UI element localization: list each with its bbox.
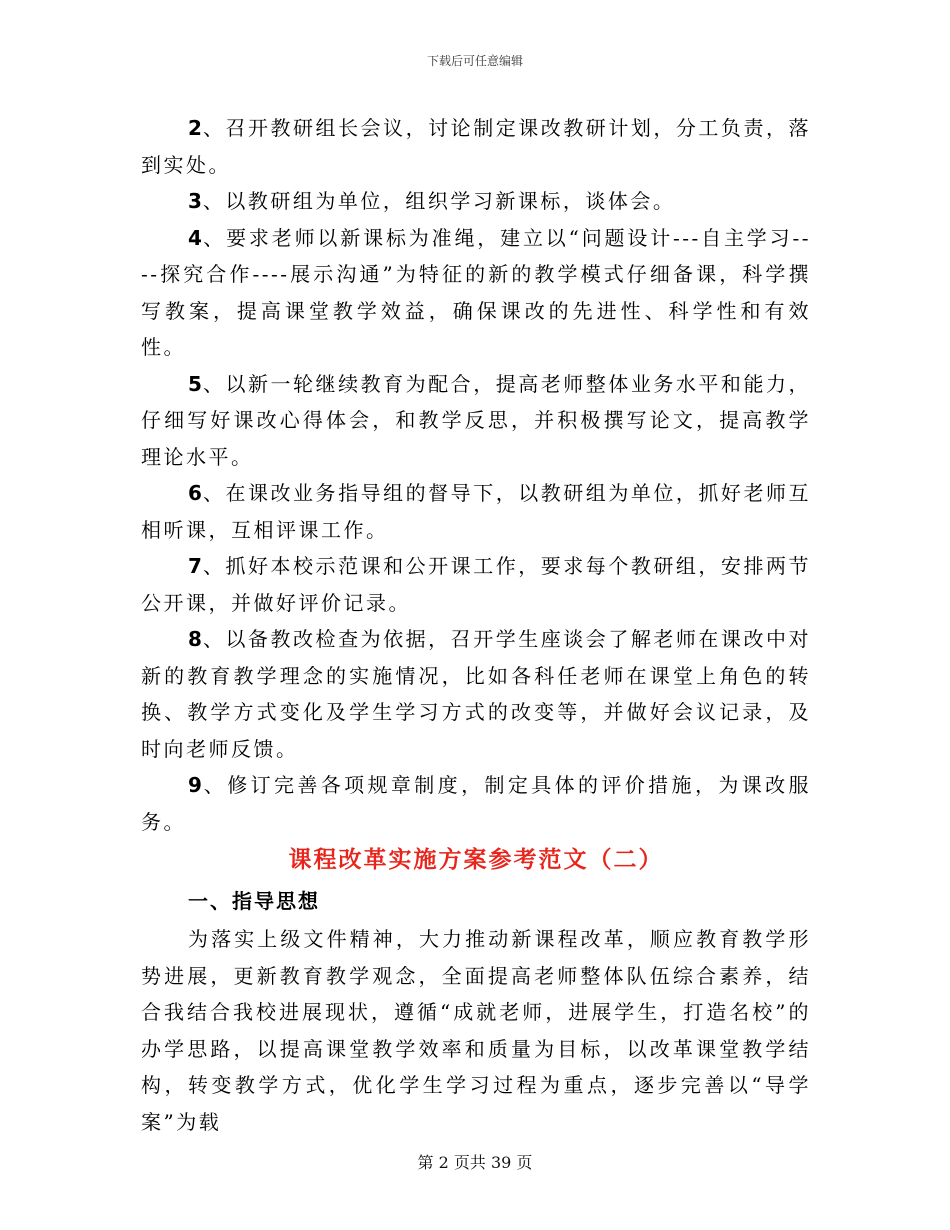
list-item	[141, 621, 811, 767]
item-text: 、在课改业务指导组的督导下，以教研组为单位，抓好老师互相听课，互相评课工作。	[141, 481, 811, 542]
item-number: 6	[188, 481, 202, 505]
item-text: 、召开教研组长会议，讨论制定课改教研计划，分工负责，落到实处。	[141, 116, 811, 177]
list-item	[141, 475, 811, 548]
list-item	[141, 548, 811, 621]
document-body	[141, 110, 811, 1140]
item-text: 、抓好本校示范课和公开课工作，要求每个教研组，安排两节公开课，并做好评价记录。	[141, 554, 811, 615]
header-note: 下载后可任意编辑	[426, 54, 523, 68]
item-number: 8	[188, 627, 202, 651]
section-subtitle: 一、指导思想	[188, 889, 320, 913]
item-number: 4	[188, 225, 202, 250]
page-number: 第 2 页共 39 页	[417, 1153, 533, 1172]
item-number: 5	[188, 371, 202, 396]
item-text: 、以教研组为单位，组织学习新课标，谈体会。	[202, 189, 676, 213]
list-item	[141, 183, 811, 220]
item-number: 3	[188, 189, 202, 213]
list-item	[141, 366, 811, 476]
item-text: 、要求老师以新课标为准绳，建立以“问题设计---自主学习----探究合作----展示沟通”为特征的新的教学模式仔细备课，科学撰写教案，提高课堂教学效益，确保课改的先进性、科学性和有效性。	[141, 225, 811, 359]
item-text: 、修订完善各项规章制度，制定具体的评价措施，为课改服务。	[141, 773, 811, 834]
list-item	[141, 220, 811, 366]
list-item	[141, 767, 811, 840]
item-number: 7	[188, 554, 202, 578]
section-body-paragraph: 为落实上级文件精神，大力推动新课程改革，顺应教育教学形势进展，更新教育教学观念，全面提高老师整体队伍综合素养，结合我结合我校进展现状，遵循“成就老师，进展学生，打造名校”的办学思路，以提高课堂教学效率和质量为目标，以改革课堂教学结构，转变教学方式，优化学生学习过程为重点，逐步完善以“导学案”为载	[141, 927, 811, 1134]
item-number: 2	[188, 116, 202, 140]
item-text: 、以新一轮继续教育为配合，提高老师整体业务水平和能力，仔细写好课改心得体会，和教学反思，并积极撰写论文，提高教学理论水平。	[141, 371, 811, 469]
list-item	[141, 110, 811, 183]
section-heading: 课程改革实施方案参考范文（二）	[288, 846, 664, 873]
item-text: 、以备教改检查为依据，召开学生座谈会了解老师在课改中对新的教育教学理念的实施情况，比如各科任老师在课堂上角色的转换、教学方式变化及学生学习方式的改变等，并做好会议记录，及时向老师反馈。	[141, 627, 811, 761]
item-number: 9	[188, 773, 202, 797]
